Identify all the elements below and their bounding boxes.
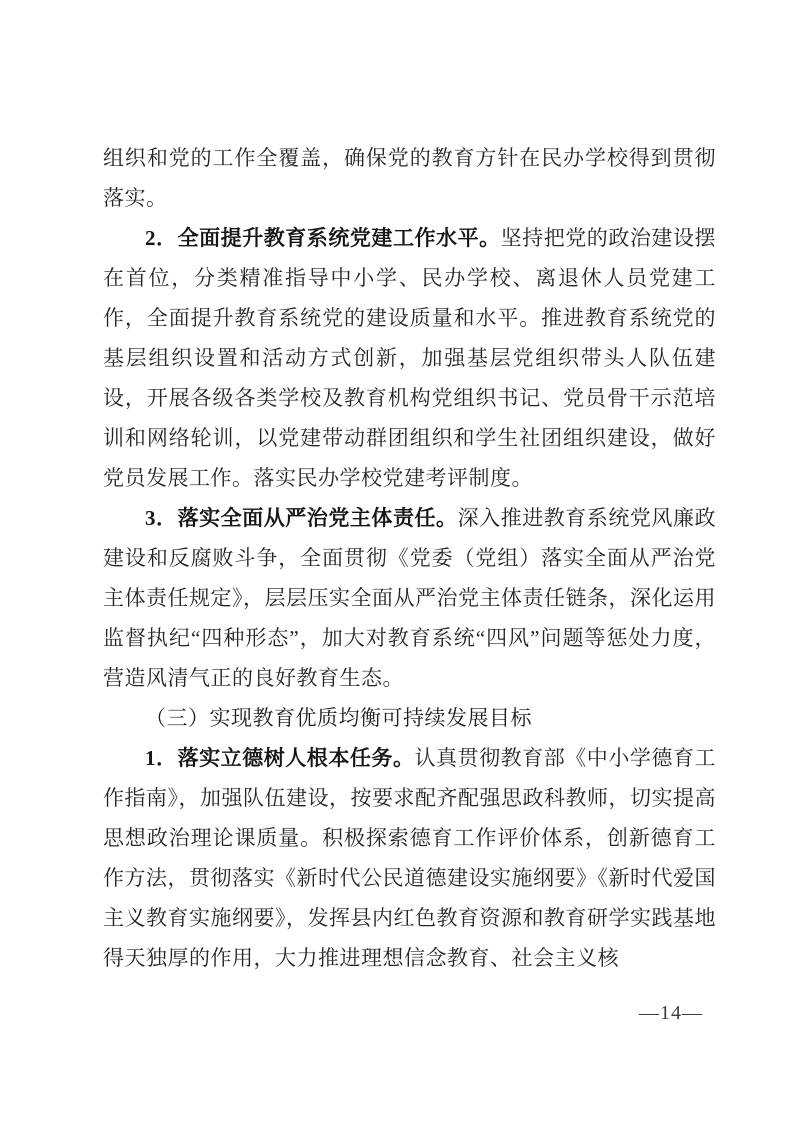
paragraph-text: 坚持把党的政治建设摆在首位，分类精准指导中小学、民办学校、离退休人员党建工作，全面提升教育系统党的建设质量和水平。推进教育系统党的基层组织设置和活动方式创新，加强基层党组织带头人队伍建设，开展各级各类学校及教育机构党组织书记、党员骨干示范培训和网络轮训，以党建带动群团组织和学生社团组织建设，做好党员发展工作。落实民办学校党建考评制度。: [103, 226, 717, 490]
paragraph-numbered-1: [103, 738, 716, 978]
paragraph-lead: 3．落实全面从严治党主体责任。: [145, 506, 458, 530]
paragraph-continuation: 组织和党的工作全覆盖，确保党的教育方针在民办学校得到贯彻落实。: [103, 146, 716, 210]
paragraph-text: 认真贯彻教育部《中小学德育工作指南》，加强队伍建设，按要求配齐配强思政科教师，切实提高思想政治理论课质量。积极探索德育工作评价体系，创新德育工作方法，贯彻落实《新时代公民道德建设实施纲要》《新时代爱国主义教育实施纲要》，发挥县内红色教育资源和教育研学实践基地得天独厚的作用，大力推进理想信念教育、社会主义核: [103, 746, 716, 970]
paragraph-lead: 1．落实立德树人根本任务。: [145, 746, 415, 770]
paragraph-lead: 2．全面提升教育系统党建工作水平。: [145, 226, 501, 250]
paragraph-text: 深入推进教育系统党风廉政建设和反腐败斗争，全面贯彻《党委（党组）落实全面从严治党主体责任规定》，层层压实全面从严治党主体责任链条，深化运用监督执纪“四种形态”，加大对教育系统“四风”问题等惩处力度，营造风清气正的良好教育生态。: [103, 506, 717, 690]
paragraph-numbered-3: [103, 498, 716, 698]
page-number: —14—: [639, 1002, 703, 1024]
section-heading: （三）实现教育优质均衡可持续发展目标: [145, 706, 532, 730]
document-body: [103, 138, 716, 978]
paragraph-numbered-2: [103, 218, 716, 498]
